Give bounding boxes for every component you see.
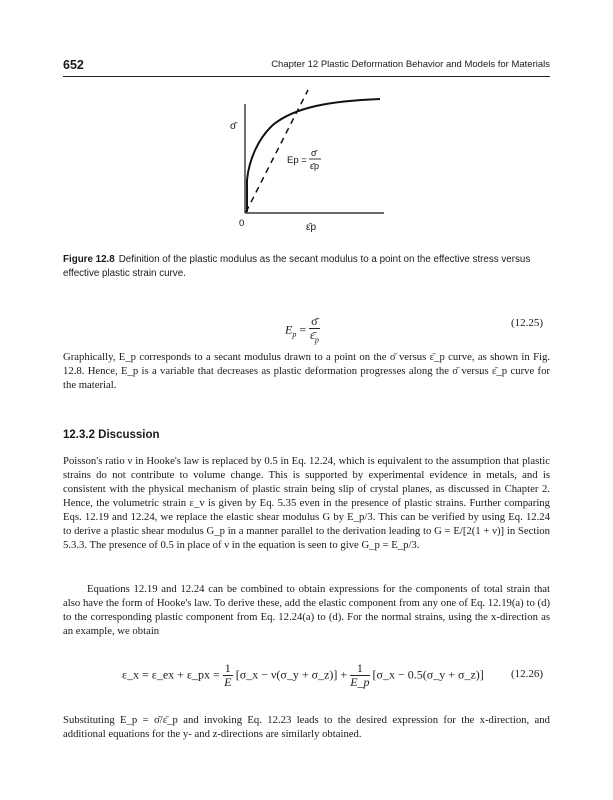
eq-12-26-term2: [σ_x − 0.5(σ_y + σ_z)] bbox=[372, 667, 484, 682]
eq-12-26-lhs: ε_x = ε_ex + ε_px = bbox=[122, 667, 220, 682]
eq-12-25-den: ε̄ bbox=[309, 328, 315, 342]
eq-12-26-frac2 bbox=[350, 662, 369, 689]
equation-12-26-body bbox=[122, 662, 484, 689]
annotation-den: ε̄p bbox=[310, 161, 320, 171]
eq-12-26-term1: [σ_x − ν(σ_y + σ_z)] + bbox=[235, 667, 348, 682]
section-heading: 12.3.2 Discussion bbox=[63, 429, 160, 441]
eq-12-25-fraction bbox=[309, 315, 319, 346]
figure-caption-label: Figure 12.8 bbox=[63, 254, 115, 265]
eq-12-26-frac2-num: 1 bbox=[350, 662, 369, 676]
equation-12-25-body bbox=[285, 315, 320, 346]
eq-12-25-number: (12.25) bbox=[511, 317, 544, 329]
paragraph-equations: Equations 12.19 and 12.24 can be combined to obtain expressions for the components of total strain that also have the form of Hooke's law. To derive these, add the elastic component from any one of Eq. 12.19(a) to (d) to the corresponding plastic component from Eq. 12.24(a) to (d). For the normal strains, using the x-direction as an example, we obtain bbox=[63, 583, 550, 637]
eq-12-25-num: σ̄ bbox=[311, 314, 318, 328]
figure-caption bbox=[63, 253, 550, 281]
annotation-num: σ̄ bbox=[311, 148, 317, 158]
eq-12-26-frac2-den: E_p bbox=[350, 675, 370, 689]
paragraph-graphically: Graphically, E_p corresponds to a secant modulus drawn to a point on the σ̄ versus ε̄_p curve, as shown in Fig. 12.8. Hence, E_p is a variable that decreases as plastic deformation progresses along the σ̄ versus ε̄_p curve for the material. bbox=[63, 351, 550, 391]
eq-12-25-lhs-sub: p bbox=[292, 329, 297, 339]
paragraph-poisson: Poisson's ratio ν in Hooke's law is replaced by 0.5 in Eq. 12.24, which is equivalent to the assumption that plastic strains do not contribute to volume change. This is supported by experimental evidence in metals, and is consistent with the physical mechanism of plastic strain being slip of crystal planes, as discussed in Chapter 2. Hence, the volumetric strain ε_v is given by Eq. 5.35 even in the presence of plastic strains. Further comparing Eqs. 12.19 and 12.24, we replace the elastic shear modulus G by E_p/3. This can be verified by using Eq. 12.24 to derive a plastic shear modulus G_p in a manner parallel to the derivation leading to G = E/[2(1 + ν)] in Section 5.3.3. The presence of 0.5 in place of ν in the equation is seen to give G_p = E_p/3. bbox=[63, 455, 550, 551]
eq-12-26-frac1-den: E bbox=[224, 675, 232, 689]
paragraph-substituting: Substituting E_p = σ̄/ε̄_p and invoking Eq. 12.23 leads to the desired expression for the x-direction, and additional equations for the y- and z-directions are similarly obtained. bbox=[63, 714, 550, 740]
eq-12-26-number: (12.26) bbox=[511, 668, 544, 680]
eq-12-25-lhs: E bbox=[285, 322, 293, 337]
annotation-lhs: Ep = bbox=[287, 155, 307, 166]
eq-12-26-frac1-num: 1 bbox=[224, 661, 231, 675]
eq-12-25-den-sub: p bbox=[314, 335, 319, 345]
y-axis-label: σ̄ bbox=[230, 121, 237, 132]
eq-12-26-frac1 bbox=[223, 662, 233, 689]
figure-12-8 bbox=[0, 0, 613, 245]
running-head: Chapter 12 Plastic Deformation Behavior and Models for Materials bbox=[271, 59, 550, 70]
x-axis-label: ε̄p bbox=[306, 222, 317, 233]
origin-label: 0 bbox=[239, 218, 245, 229]
figure-caption-text: Definition of the plastic modulus as the secant modulus to a point on the effective stress versus effective plastic strain curve. bbox=[63, 254, 531, 279]
eq-12-25-equals: = bbox=[299, 322, 307, 337]
page-number: 652 bbox=[63, 58, 84, 72]
